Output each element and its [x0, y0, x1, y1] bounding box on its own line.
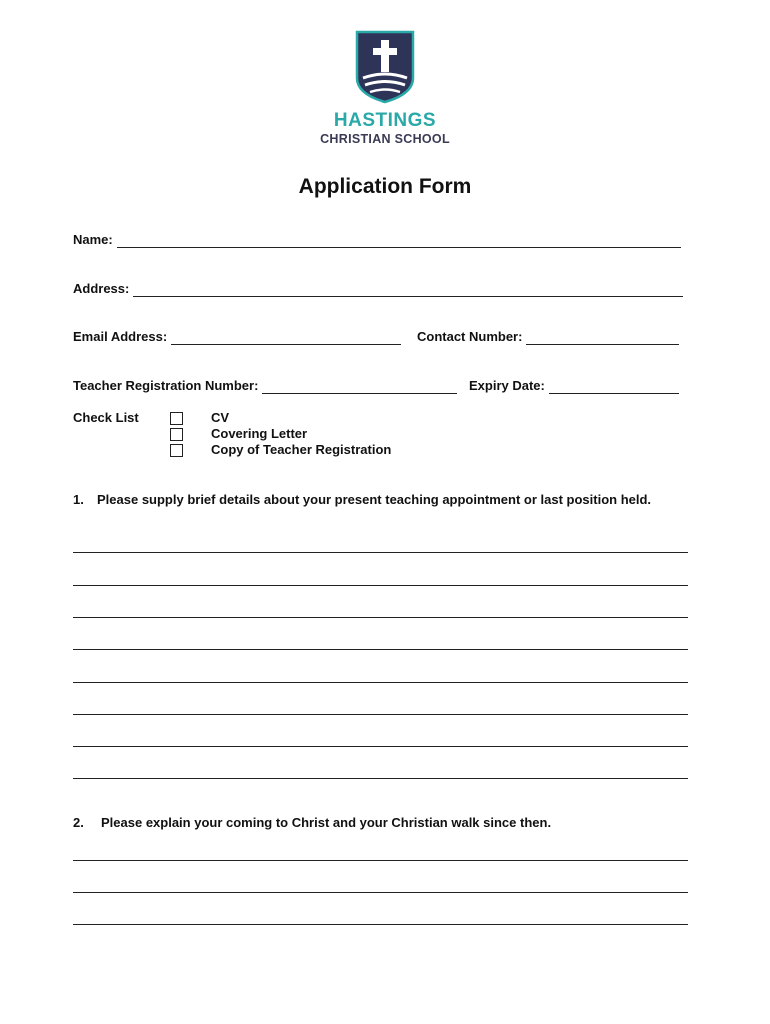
check-list — [73, 410, 392, 457]
address-input-line[interactable] — [133, 284, 683, 297]
contact-label: Contact Number: — [417, 329, 523, 344]
check-item-cv[interactable] — [170, 410, 229, 426]
school-subtitle: CHRISTIAN SCHOOL — [320, 132, 450, 146]
answer-line[interactable] — [73, 649, 688, 650]
teacher-registration-field[interactable] — [73, 378, 457, 394]
question-text: Please explain your coming to Christ and your Christian walk since then. — [101, 815, 552, 830]
expiry-date-label: Expiry Date: — [469, 378, 545, 393]
address-label: Address: — [73, 281, 130, 296]
address-field[interactable] — [73, 281, 683, 297]
answer-line[interactable] — [73, 746, 688, 747]
checkbox[interactable] — [170, 444, 183, 457]
expiry-date-input-line[interactable] — [549, 381, 679, 394]
question-2 — [73, 814, 713, 831]
email-field[interactable] — [73, 329, 401, 345]
answer-line[interactable] — [73, 860, 688, 861]
teacher-registration-label: Teacher Registration Number: — [73, 378, 259, 393]
expiry-date-field[interactable] — [469, 378, 679, 394]
answer-line[interactable] — [73, 714, 688, 715]
contact-field[interactable] — [417, 329, 679, 345]
check-item-teacher-registration[interactable] — [170, 442, 391, 458]
check-item-covering-letter[interactable] — [170, 426, 307, 442]
check-item-label: Covering Letter — [211, 426, 308, 441]
checkbox[interactable] — [170, 412, 183, 425]
cross-shield-icon — [353, 28, 417, 104]
answer-line[interactable] — [73, 682, 688, 683]
answer-line[interactable] — [73, 778, 688, 779]
school-logo — [0, 28, 770, 147]
check-list-label: Check List — [73, 410, 139, 425]
question-1 — [73, 491, 713, 508]
checkbox[interactable] — [170, 428, 183, 441]
question-number: 2. — [73, 815, 84, 830]
check-item-label: CV — [211, 410, 230, 425]
page-title: Application Form — [298, 175, 472, 198]
name-input-line[interactable] — [117, 235, 681, 248]
contact-input-line[interactable] — [526, 332, 679, 345]
answer-line[interactable] — [73, 617, 688, 618]
answer-line[interactable] — [73, 924, 688, 925]
question-number: 1. — [73, 492, 84, 507]
teacher-registration-input-line[interactable] — [262, 381, 457, 394]
answer-line[interactable] — [73, 552, 688, 553]
question-text: Please supply brief details about your present teaching appointment or last position held. — [97, 492, 652, 507]
answer-line[interactable] — [73, 585, 688, 586]
name-label: Name: — [73, 232, 113, 247]
email-input-line[interactable] — [171, 332, 401, 345]
email-label: Email Address: — [73, 329, 168, 344]
answer-line[interactable] — [73, 892, 688, 893]
name-field[interactable] — [73, 232, 681, 248]
check-item-label: Copy of Teacher Registration — [211, 442, 392, 457]
school-name: HASTINGS — [333, 110, 437, 131]
